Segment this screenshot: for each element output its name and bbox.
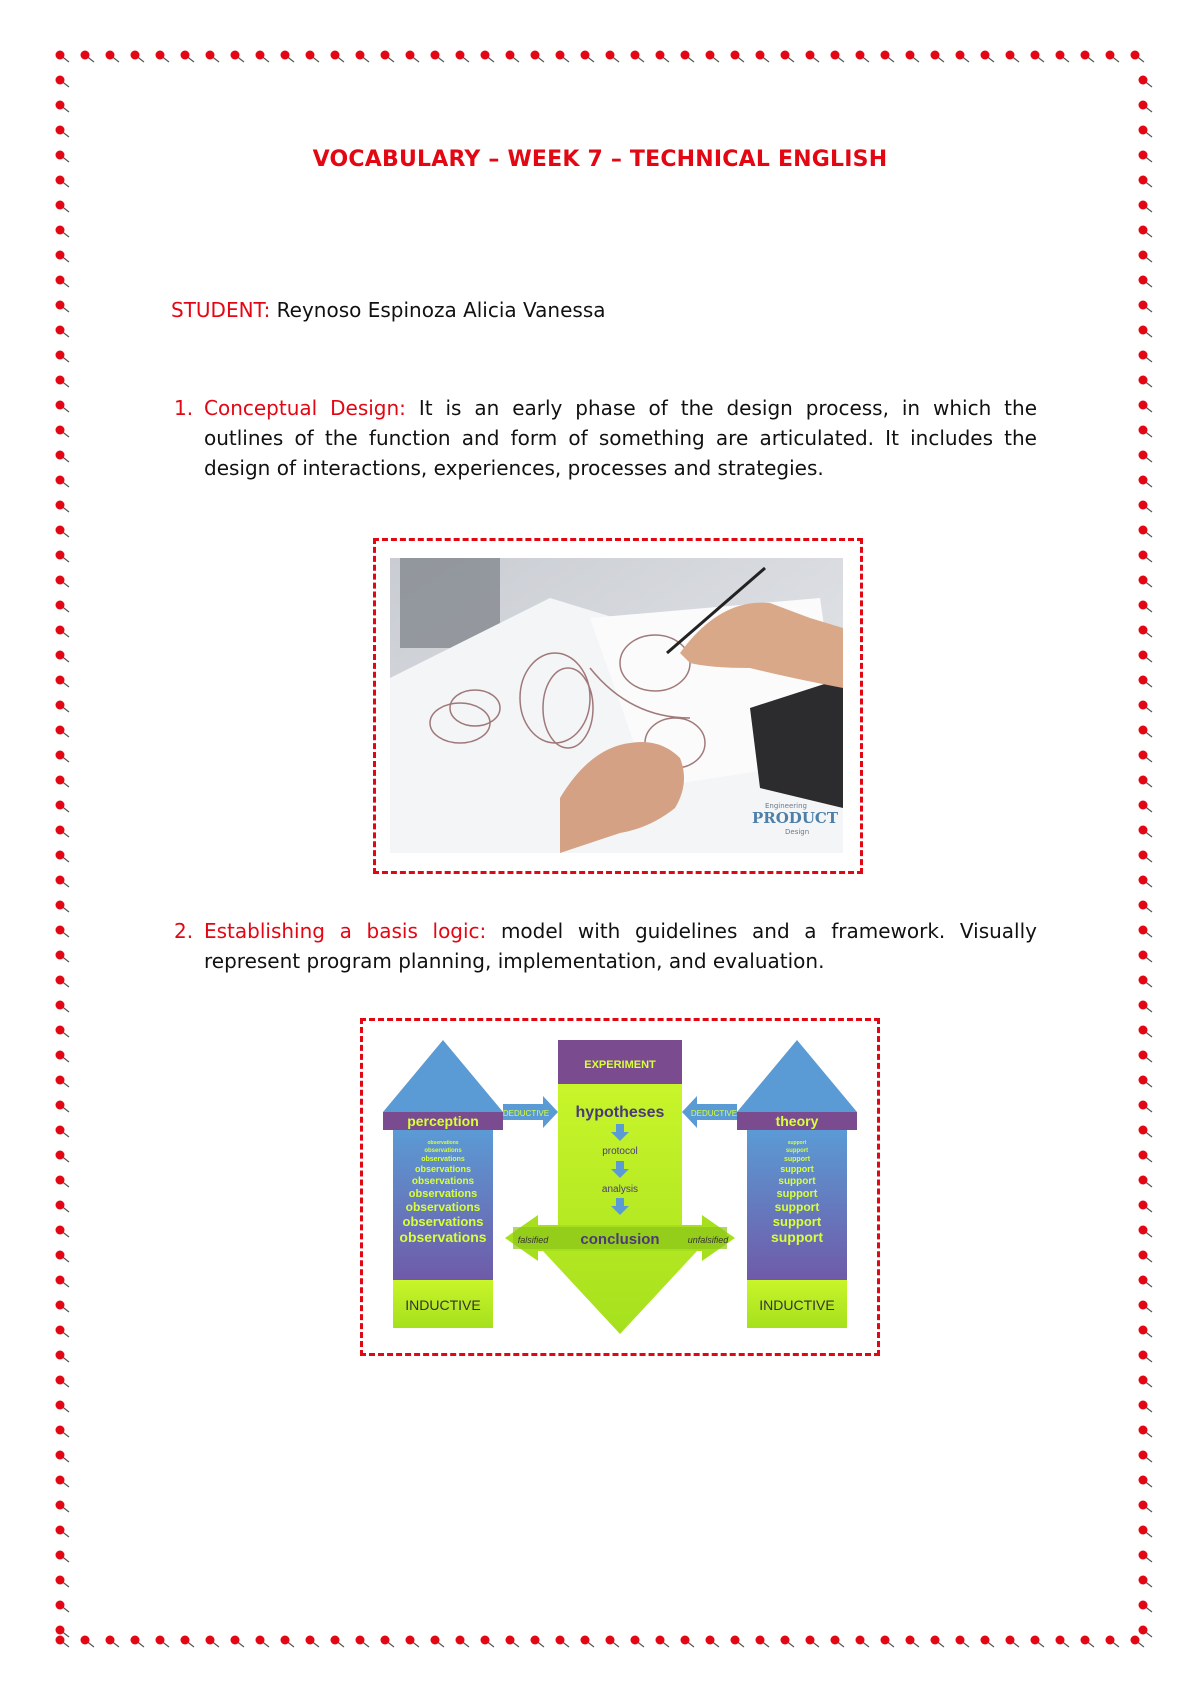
border-pin bbox=[1139, 76, 1153, 88]
item-definition: model with guidelines and a framework. Visually represent program planning, implementation, and evaluation. bbox=[204, 919, 1037, 973]
item-term: Conceptual Design: bbox=[204, 396, 406, 420]
hypotheses-label: hypotheses bbox=[575, 1104, 665, 1121]
border-pin bbox=[631, 51, 645, 63]
border-pin bbox=[1139, 526, 1153, 538]
border-pin bbox=[1139, 751, 1153, 763]
border-pin bbox=[1139, 1426, 1153, 1438]
border-pin bbox=[56, 1226, 70, 1238]
right-deductive-label: DEDUCTIVE bbox=[690, 1109, 738, 1118]
border-pin bbox=[431, 51, 445, 63]
border-pin bbox=[1081, 51, 1095, 63]
border-pin bbox=[81, 51, 95, 63]
svg-text:observations: observations bbox=[411, 1176, 475, 1187]
border-pin bbox=[56, 1636, 70, 1648]
border-pin bbox=[56, 826, 70, 838]
border-pin bbox=[831, 1636, 845, 1648]
svg-text:observations: observations bbox=[421, 1156, 465, 1163]
border-pin bbox=[681, 1636, 695, 1648]
border-pin bbox=[56, 551, 70, 563]
border-pin bbox=[1139, 1626, 1153, 1638]
border-pin bbox=[1139, 1201, 1153, 1213]
border-pin bbox=[56, 726, 70, 738]
border-pin bbox=[56, 1451, 70, 1463]
border-pin bbox=[56, 51, 70, 63]
border-pin bbox=[56, 576, 70, 588]
border-pin bbox=[56, 1301, 70, 1313]
border-pin bbox=[1139, 401, 1153, 413]
border-pin bbox=[56, 1426, 70, 1438]
border-pin bbox=[256, 51, 270, 63]
border-pin bbox=[1139, 1076, 1153, 1088]
border-pin bbox=[1081, 1636, 1095, 1648]
border-pin bbox=[1139, 676, 1153, 688]
right-inductive-label: INDUCTIVE bbox=[759, 1297, 835, 1313]
border-pin bbox=[381, 51, 395, 63]
item-term: Establishing a basis logic: bbox=[204, 919, 487, 943]
border-pin bbox=[56, 301, 70, 313]
border-pin bbox=[1139, 426, 1153, 438]
border-pin bbox=[56, 126, 70, 138]
border-pin bbox=[981, 1636, 995, 1648]
border-pin bbox=[56, 1576, 70, 1588]
border-pin bbox=[1139, 176, 1153, 188]
border-pin bbox=[56, 776, 70, 788]
border-pin bbox=[56, 1501, 70, 1513]
border-pin bbox=[56, 476, 70, 488]
border-pin bbox=[531, 51, 545, 63]
border-pin bbox=[1139, 901, 1153, 913]
border-pin bbox=[1139, 701, 1153, 713]
border-pin bbox=[406, 1636, 420, 1648]
border-pin bbox=[1139, 1576, 1153, 1588]
border-pin bbox=[56, 76, 70, 88]
border-pin bbox=[931, 51, 945, 63]
svg-text:observations: observations bbox=[408, 1188, 478, 1200]
border-pin bbox=[1139, 626, 1153, 638]
svg-text:support: support bbox=[780, 1164, 814, 1174]
left-inductive-label: INDUCTIVE bbox=[405, 1297, 481, 1313]
border-pin bbox=[1139, 551, 1153, 563]
border-pin bbox=[1139, 226, 1153, 238]
border-pin bbox=[381, 1636, 395, 1648]
border-pin bbox=[356, 51, 370, 63]
border-pin bbox=[956, 51, 970, 63]
border-pin bbox=[156, 51, 170, 63]
border-pin bbox=[306, 51, 320, 63]
border-pin bbox=[781, 51, 795, 63]
border-pin bbox=[431, 1636, 445, 1648]
border-pin bbox=[1139, 126, 1153, 138]
border-pin bbox=[1139, 501, 1153, 513]
border-pin bbox=[56, 1551, 70, 1563]
border-pin bbox=[56, 951, 70, 963]
svg-text:observations: observations bbox=[399, 1229, 487, 1245]
border-pin bbox=[1139, 1151, 1153, 1163]
border-pin bbox=[481, 51, 495, 63]
border-pin bbox=[1131, 1636, 1145, 1648]
border-pin bbox=[1139, 851, 1153, 863]
perception-label: perception bbox=[407, 1113, 479, 1129]
border-pin bbox=[1139, 926, 1153, 938]
border-pin bbox=[56, 101, 70, 113]
border-pin bbox=[56, 1476, 70, 1488]
left-deductive-label: DEDUCTIVE bbox=[502, 1109, 550, 1118]
border-pin bbox=[56, 801, 70, 813]
border-pin bbox=[56, 426, 70, 438]
border-pin bbox=[1031, 1636, 1045, 1648]
border-pin bbox=[906, 51, 920, 63]
left-arrow-head bbox=[383, 1040, 503, 1112]
border-pin bbox=[1139, 1026, 1153, 1038]
border-pin bbox=[881, 1636, 895, 1648]
border-pin bbox=[456, 51, 470, 63]
border-pin bbox=[656, 51, 670, 63]
border-pin bbox=[581, 51, 595, 63]
border-pin bbox=[1139, 276, 1153, 288]
border-pin bbox=[1139, 801, 1153, 813]
border-pin bbox=[731, 1636, 745, 1648]
border-pin bbox=[56, 251, 70, 263]
border-pin bbox=[1139, 301, 1153, 313]
student-label: STUDENT: bbox=[171, 298, 271, 322]
border-pin bbox=[1139, 101, 1153, 113]
border-pin bbox=[1056, 1636, 1070, 1648]
border-pin bbox=[1139, 1001, 1153, 1013]
border-pin bbox=[56, 901, 70, 913]
svg-text:Engineering: Engineering bbox=[765, 802, 807, 810]
border-pin bbox=[56, 351, 70, 363]
border-pin bbox=[1106, 51, 1120, 63]
sketching-photo bbox=[390, 558, 843, 853]
border-pin bbox=[231, 1636, 245, 1648]
border-pin bbox=[856, 51, 870, 63]
border-pin bbox=[56, 1401, 70, 1413]
border-pin bbox=[856, 1636, 870, 1648]
border-pin bbox=[1139, 1126, 1153, 1138]
border-pin bbox=[56, 1176, 70, 1188]
border-pin bbox=[281, 1636, 295, 1648]
border-pin bbox=[1139, 1226, 1153, 1238]
border-pin bbox=[56, 1001, 70, 1013]
border-pin bbox=[56, 201, 70, 213]
border-pin bbox=[1031, 51, 1045, 63]
border-pin bbox=[1139, 1601, 1153, 1613]
item-number: 1. bbox=[174, 396, 194, 420]
border-pin bbox=[706, 1636, 720, 1648]
border-pin bbox=[456, 1636, 470, 1648]
border-pin bbox=[831, 51, 845, 63]
svg-text:observations: observations bbox=[414, 1164, 472, 1174]
item-definition: It is an early phase of the design process, in which the outlines of the function and form of something are articulated. It includes the design of interactions, experiences, processes and strategies. bbox=[204, 396, 1037, 480]
border-pin bbox=[531, 1636, 545, 1648]
svg-text:support: support bbox=[787, 1140, 807, 1146]
svg-text:support: support bbox=[774, 1200, 820, 1214]
border-pin bbox=[356, 1636, 370, 1648]
border-pin bbox=[1139, 351, 1153, 363]
unfalsified-label: unfalsified bbox=[687, 1235, 729, 1245]
border-pin bbox=[1139, 576, 1153, 588]
border-pin bbox=[506, 51, 520, 63]
border-pin bbox=[56, 451, 70, 463]
page-title: VOCABULARY – WEEK 7 – TECHNICAL ENGLISH bbox=[312, 147, 888, 172]
border-pin bbox=[1106, 1636, 1120, 1648]
border-pin bbox=[131, 51, 145, 63]
border-pin bbox=[56, 676, 70, 688]
border-pin bbox=[1139, 776, 1153, 788]
border-pin bbox=[56, 1076, 70, 1088]
border-pin bbox=[56, 1026, 70, 1038]
border-pin bbox=[56, 1126, 70, 1138]
border-pin bbox=[1139, 1451, 1153, 1463]
border-pin bbox=[231, 51, 245, 63]
border-pin bbox=[56, 226, 70, 238]
experiment-label: EXPERIMENT bbox=[584, 1059, 656, 1071]
border-pin bbox=[1139, 1301, 1153, 1313]
student-line bbox=[171, 298, 606, 322]
border-pin bbox=[1139, 1526, 1153, 1538]
border-pin bbox=[1139, 876, 1153, 888]
student-name: Reynoso Espinoza Alicia Vanessa bbox=[276, 298, 606, 322]
border-pin bbox=[56, 751, 70, 763]
border-pin bbox=[56, 1626, 70, 1638]
border-pin bbox=[1139, 1051, 1153, 1063]
border-pin bbox=[56, 1351, 70, 1363]
border-pin bbox=[1139, 1326, 1153, 1338]
border-pin bbox=[1139, 1551, 1153, 1563]
border-pin bbox=[1139, 451, 1153, 463]
theory-label: theory bbox=[775, 1113, 819, 1129]
svg-text:Design: Design bbox=[785, 828, 810, 836]
border-pin bbox=[1139, 1276, 1153, 1288]
border-pin bbox=[1139, 1351, 1153, 1363]
border-pin bbox=[1139, 951, 1153, 963]
border-pin bbox=[481, 1636, 495, 1648]
border-pin bbox=[56, 976, 70, 988]
border-pin bbox=[781, 1636, 795, 1648]
svg-text:support: support bbox=[770, 1229, 824, 1245]
border-pin bbox=[106, 51, 120, 63]
border-pin bbox=[181, 1636, 195, 1648]
border-pin bbox=[806, 1636, 820, 1648]
border-pin bbox=[56, 1601, 70, 1613]
border-pin bbox=[1139, 1101, 1153, 1113]
border-pin bbox=[56, 1526, 70, 1538]
border-pin bbox=[1139, 1376, 1153, 1388]
border-pin bbox=[1139, 601, 1153, 613]
border-pin bbox=[1139, 1401, 1153, 1413]
border-pin bbox=[56, 701, 70, 713]
svg-text:support: support bbox=[776, 1188, 818, 1200]
border-pin bbox=[606, 1636, 620, 1648]
border-pin bbox=[581, 1636, 595, 1648]
border-pin bbox=[56, 926, 70, 938]
border-pin bbox=[631, 1636, 645, 1648]
border-pin bbox=[56, 526, 70, 538]
border-pin bbox=[106, 1636, 120, 1648]
border-pin bbox=[56, 1101, 70, 1113]
border-pin bbox=[331, 51, 345, 63]
border-pin bbox=[881, 51, 895, 63]
border-pin bbox=[656, 1636, 670, 1648]
border-pin bbox=[1139, 976, 1153, 988]
svg-text:PRODUCT: PRODUCT bbox=[752, 809, 839, 827]
border-pin bbox=[556, 51, 570, 63]
border-pin bbox=[1139, 476, 1153, 488]
border-pin bbox=[931, 1636, 945, 1648]
protocol-label: protocol bbox=[602, 1146, 638, 1157]
border-pin bbox=[56, 1051, 70, 1063]
border-pin bbox=[1131, 51, 1145, 63]
border-pin bbox=[281, 51, 295, 63]
border-pin bbox=[131, 1636, 145, 1648]
right-arrow-head bbox=[737, 1040, 857, 1112]
border-pin bbox=[806, 51, 820, 63]
svg-text:support: support bbox=[778, 1176, 816, 1187]
border-pin bbox=[1139, 1251, 1153, 1263]
border-pin bbox=[1139, 201, 1153, 213]
svg-text:support: support bbox=[785, 1148, 809, 1154]
border-pin bbox=[556, 1636, 570, 1648]
border-pin bbox=[906, 1636, 920, 1648]
border-pin bbox=[731, 51, 745, 63]
border-pin bbox=[56, 1276, 70, 1288]
border-pin bbox=[1056, 51, 1070, 63]
border-pin bbox=[206, 51, 220, 63]
border-pin bbox=[56, 1251, 70, 1263]
border-pin bbox=[56, 376, 70, 388]
border-pin bbox=[56, 1201, 70, 1213]
border-pin bbox=[406, 51, 420, 63]
conclusion-label: conclusion bbox=[580, 1231, 660, 1248]
border-pin bbox=[1139, 651, 1153, 663]
border-pin bbox=[756, 51, 770, 63]
border-pin bbox=[1139, 1476, 1153, 1488]
border-pin bbox=[56, 651, 70, 663]
svg-text:support: support bbox=[772, 1214, 822, 1229]
border-pin bbox=[681, 51, 695, 63]
vocabulary-item-2 bbox=[174, 916, 1037, 976]
border-pin bbox=[956, 1636, 970, 1648]
border-pin bbox=[1006, 51, 1020, 63]
border-pin bbox=[56, 326, 70, 338]
border-pin bbox=[56, 276, 70, 288]
falsified-label: falsified bbox=[517, 1235, 549, 1245]
border-pin bbox=[706, 51, 720, 63]
border-pin bbox=[1139, 1176, 1153, 1188]
svg-text:support: support bbox=[783, 1156, 811, 1163]
border-pin bbox=[606, 51, 620, 63]
border-pin bbox=[56, 626, 70, 638]
svg-text:observations: observations bbox=[424, 1148, 462, 1154]
vocabulary-item-1 bbox=[174, 393, 1037, 483]
border-pin bbox=[56, 176, 70, 188]
border-pin bbox=[506, 1636, 520, 1648]
border-pin bbox=[56, 501, 70, 513]
border-pin bbox=[156, 1636, 170, 1648]
svg-text:observations: observations bbox=[427, 1140, 459, 1146]
border-pin bbox=[1139, 826, 1153, 838]
border-pin bbox=[756, 1636, 770, 1648]
border-pin bbox=[1139, 326, 1153, 338]
border-pin bbox=[981, 51, 995, 63]
border-pin bbox=[1139, 251, 1153, 263]
scientific-method-diagram bbox=[383, 1040, 857, 1334]
analysis-label: analysis bbox=[601, 1184, 639, 1195]
border-pin bbox=[306, 1636, 320, 1648]
border-pin bbox=[56, 1376, 70, 1388]
border-pin bbox=[206, 1636, 220, 1648]
border-pin bbox=[1139, 376, 1153, 388]
border-pin bbox=[181, 51, 195, 63]
border-pin bbox=[56, 876, 70, 888]
svg-text:observations: observations bbox=[405, 1200, 481, 1214]
border-pin bbox=[256, 1636, 270, 1648]
border-pin bbox=[331, 1636, 345, 1648]
border-pin bbox=[56, 851, 70, 863]
border-pin bbox=[81, 1636, 95, 1648]
border-pin bbox=[56, 1326, 70, 1338]
svg-text:observations: observations bbox=[402, 1214, 484, 1229]
border-pin bbox=[1139, 1501, 1153, 1513]
border-pin bbox=[56, 601, 70, 613]
border-pin bbox=[56, 401, 70, 413]
border-pin bbox=[56, 1151, 70, 1163]
border-pin bbox=[1139, 726, 1153, 738]
border-pin bbox=[1006, 1636, 1020, 1648]
item-number: 2. bbox=[174, 919, 194, 943]
